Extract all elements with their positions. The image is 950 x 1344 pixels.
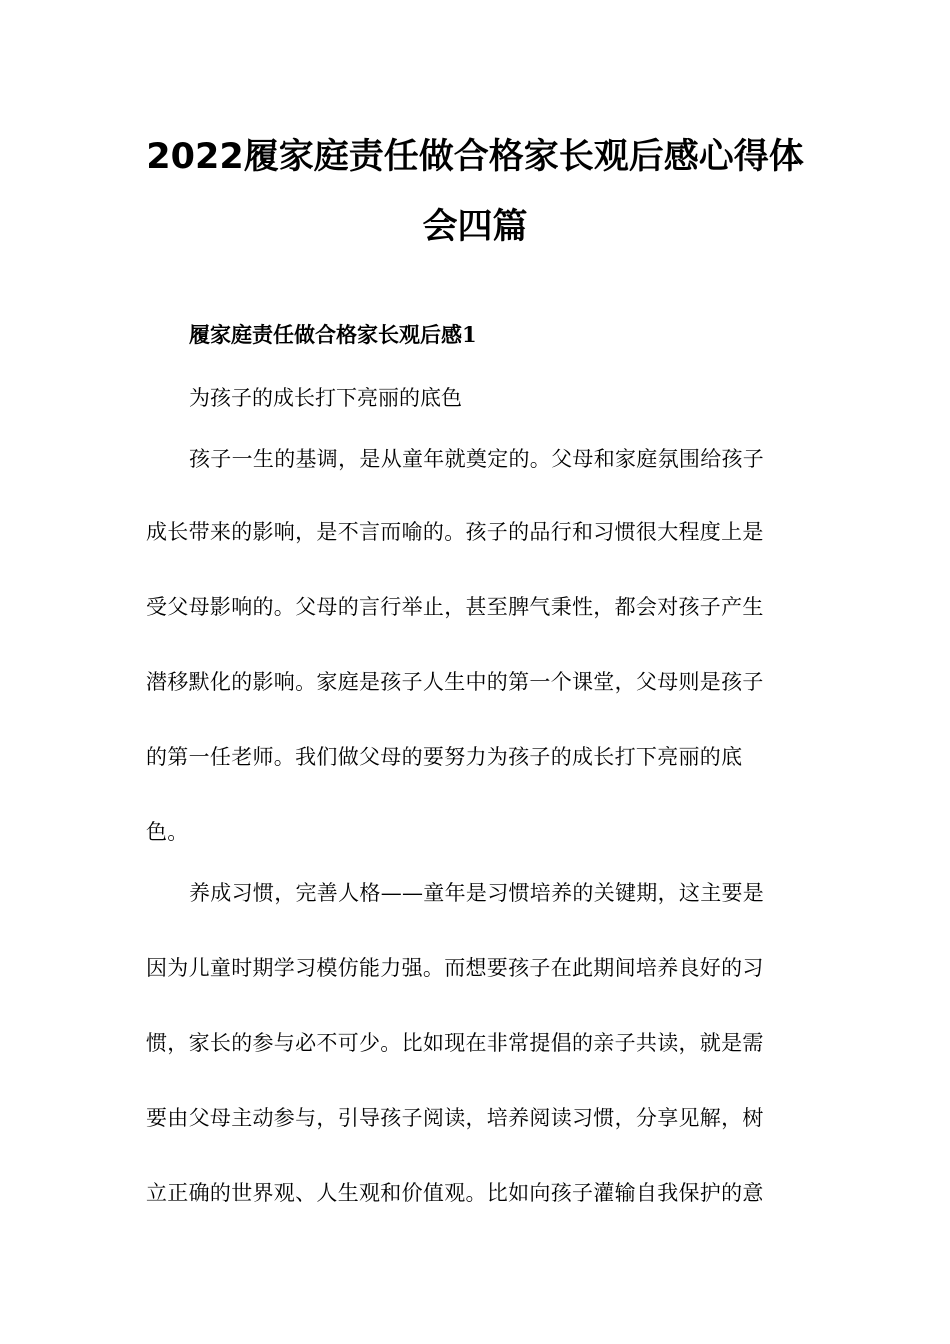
paragraph-line: 因为儿童时期学习模仿能力强。而想要孩子在此期间培养良好的习 — [146, 956, 764, 980]
subheading: 为孩子的成长打下亮丽的底色 — [189, 386, 462, 410]
paragraph-line: 惯，家长的参与必不可少。比如现在非常提倡的亲子共读，就是需 — [146, 1031, 764, 1055]
paragraph-line: 孩子一生的基调，是从童年就奠定的。父母和家庭氛围给孩子 — [189, 447, 765, 471]
paragraph-line: 要由父母主动参与，引导孩子阅读，培养阅读习惯，分享见解，树 — [146, 1106, 764, 1130]
section-heading: 履家庭责任做合格家长观后感1 — [189, 322, 477, 347]
paragraph-line: 立正确的世界观、人生观和价值观。比如向孩子灌输自我保护的意 — [146, 1181, 764, 1205]
paragraph-line: 养成习惯，完善人格——童年是习惯培养的关键期，这主要是 — [189, 881, 765, 905]
paragraph-line: 色。 — [146, 820, 189, 844]
document-title — [120, 122, 830, 262]
paragraph-line: 成长带来的影响，是不言而喻的。孩子的品行和习惯很大程度上是 — [146, 520, 764, 544]
title-line-2: 会四篇 — [422, 207, 528, 247]
paragraph-line: 受父母影响的。父母的言行举止，甚至脾气秉性，都会对孩子产生 — [146, 595, 764, 619]
paragraph-line: 的第一任老师。我们做父母的要努力为孩子的成长打下亮丽的底 — [146, 745, 743, 769]
title-line-1: 2022履家庭责任做合格家长观后感心得体 — [146, 137, 804, 177]
paragraph-line: 潜移默化的影响。家庭是孩子人生中的第一个课堂，父母则是孩子 — [146, 670, 764, 694]
